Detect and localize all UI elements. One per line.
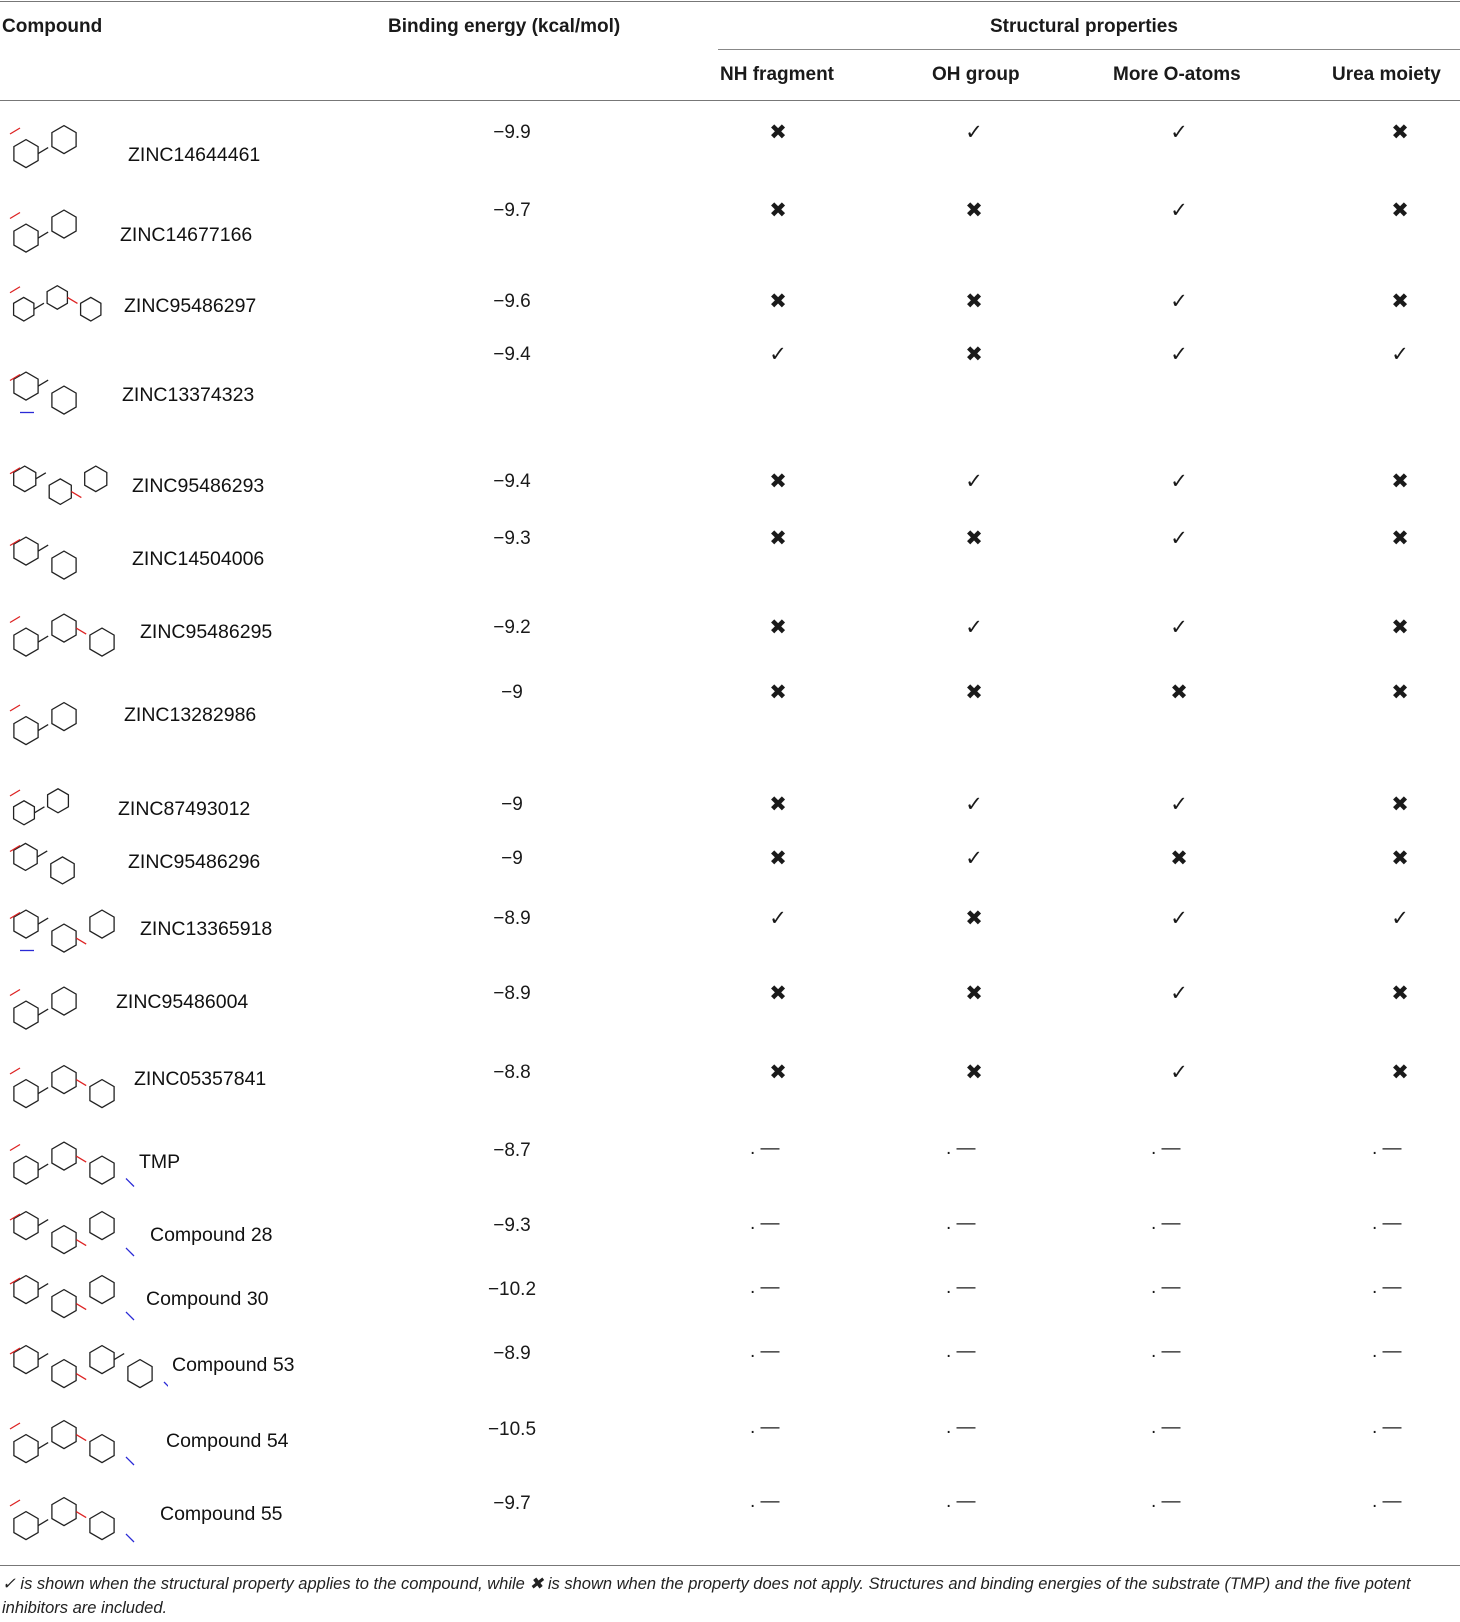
more-o-atoms-mark: ✓	[1170, 290, 1188, 313]
nh-fragment-mark: ✖	[769, 616, 787, 639]
oh-group-mark: . —	[946, 1491, 976, 1512]
molecule-structure	[6, 1269, 142, 1327]
molecule-structure	[6, 973, 112, 1046]
bottom-rule	[0, 1565, 1460, 1566]
nh-fragment-mark: ✖	[769, 121, 787, 144]
structure-image	[6, 1130, 135, 1204]
molecule-structure	[6, 607, 136, 666]
oh-group-mark: ✖	[965, 199, 983, 222]
header-oh-group: OH group	[932, 64, 1020, 85]
oh-group-mark: . —	[946, 1341, 976, 1362]
table-row	[0, 110, 1460, 188]
compound-cell	[0, 1128, 360, 1203]
header-subrule	[718, 49, 1460, 50]
binding-energy-value: −8.9	[493, 1343, 531, 1364]
molecule-structure	[6, 1130, 135, 1199]
molecule-structure	[6, 672, 120, 778]
oh-group-mark: . —	[946, 1138, 976, 1159]
more-o-atoms-mark: ✓	[1170, 1061, 1188, 1084]
oh-group-mark: ✖	[965, 907, 983, 930]
compound-name: Compound 55	[160, 1503, 283, 1525]
molecule-structure	[6, 190, 116, 275]
table-row	[0, 459, 1460, 516]
nh-fragment-mark: ✖	[769, 527, 787, 550]
urea-moiety-mark: ✖	[1391, 199, 1409, 222]
structure-image	[6, 1052, 130, 1129]
structure-image	[6, 838, 124, 897]
more-o-atoms-mark: ✓	[1170, 907, 1188, 930]
compound-name: ZINC95486004	[116, 991, 249, 1013]
nh-fragment-mark: ✖	[769, 982, 787, 1005]
compound-name: ZINC05357841	[134, 1068, 267, 1090]
table-row	[0, 332, 1460, 459]
header-binding-energy: Binding energy (kcal/mol)	[388, 16, 621, 37]
oh-group-mark: . —	[946, 1417, 976, 1438]
oh-group-mark: ✖	[965, 527, 983, 550]
structure-image	[6, 1333, 168, 1408]
compound-cell	[0, 1267, 360, 1331]
oh-group-mark: ✖	[965, 1061, 983, 1084]
oh-group-mark: ✓	[965, 793, 983, 816]
binding-energy-value: −10.2	[487, 1279, 537, 1300]
compound-name: Compound 28	[150, 1224, 273, 1246]
table-row	[0, 836, 1460, 896]
molecule-structure	[6, 1205, 146, 1263]
table-row	[0, 971, 1460, 1050]
compound-cell	[0, 896, 360, 971]
binding-energy-value: −9	[501, 848, 523, 869]
more-o-atoms-mark: ✓	[1170, 527, 1188, 550]
oh-group-mark: ✓	[965, 121, 983, 144]
structure-image	[6, 281, 120, 333]
nh-fragment-mark: ✖	[769, 290, 787, 313]
more-o-atoms-mark: ✓	[1170, 470, 1188, 493]
oh-group-mark: ✖	[965, 982, 983, 1005]
table-row	[0, 1050, 1460, 1128]
more-o-atoms-mark: . —	[1151, 1138, 1181, 1159]
oh-group-mark: ✓	[965, 470, 983, 493]
compound-name: ZINC13365918	[140, 918, 273, 940]
molecule-structure	[6, 1409, 162, 1477]
urea-moiety-mark: . —	[1372, 1341, 1402, 1362]
binding-energy-value: −8.9	[493, 908, 531, 929]
binding-energy-value: −9.6	[493, 291, 531, 312]
more-o-atoms-mark: ✓	[1170, 982, 1188, 1005]
compound-name: ZINC95486297	[124, 295, 257, 317]
urea-moiety-mark: ✓	[1391, 343, 1409, 366]
more-o-atoms-mark: . —	[1151, 1213, 1181, 1234]
table-row	[0, 188, 1460, 279]
table-row	[0, 896, 1460, 971]
nh-fragment-mark: ✖	[769, 1061, 787, 1084]
more-o-atoms-mark: ✖	[1170, 681, 1188, 704]
binding-energy-value: −9.3	[493, 1215, 531, 1236]
check-icon: ✓	[2, 1575, 16, 1593]
compound-cell	[0, 836, 360, 896]
structure-image	[6, 1483, 156, 1562]
urea-moiety-mark: ✖	[1391, 290, 1409, 313]
nh-fragment-mark: . —	[750, 1213, 780, 1234]
urea-moiety-mark: ✖	[1391, 527, 1409, 550]
header-nh-fragment: NH fragment	[720, 64, 835, 85]
compound-cell	[0, 605, 360, 670]
top-rule	[0, 1, 1460, 2]
molecule-structure	[6, 838, 124, 892]
urea-moiety-mark: ✖	[1391, 470, 1409, 493]
molecule-structure	[6, 784, 114, 832]
structure-image	[6, 1409, 162, 1482]
structure-image	[6, 1269, 142, 1332]
compound-name: Compound 53	[172, 1354, 295, 1376]
oh-group-mark: ✖	[965, 343, 983, 366]
table-row	[0, 1203, 1460, 1267]
compound-cell	[0, 670, 360, 782]
footnote-text-2: is shown when the property does not apply. Structures and binding energies of the substrate (TMP) and the five potent inhibitors are included.	[2, 1575, 1411, 1617]
compound-name: ZINC95486296	[128, 851, 261, 873]
molecule-structure	[6, 1333, 168, 1403]
nh-fragment-mark: ✖	[769, 199, 787, 222]
table-footnote	[2, 1572, 1452, 1620]
compound-cell	[0, 1331, 360, 1407]
more-o-atoms-mark: ✓	[1170, 199, 1188, 222]
structure-image	[6, 112, 124, 189]
binding-energy-value: −8.9	[493, 983, 531, 1004]
binding-energy-value: −9.2	[493, 617, 531, 638]
nh-fragment-mark: ✖	[769, 470, 787, 493]
compound-name: ZINC14677166	[120, 224, 253, 246]
compound-name: ZINC14644461	[128, 144, 261, 166]
urea-moiety-mark: ✖	[1391, 681, 1409, 704]
compound-name: ZINC14504006	[132, 548, 265, 570]
structure-image	[6, 1205, 146, 1268]
compound-name: ZINC95486295	[140, 621, 273, 643]
urea-moiety-mark: ✖	[1391, 982, 1409, 1005]
urea-moiety-mark: ✖	[1391, 847, 1409, 870]
compound-cell	[0, 1050, 360, 1128]
compound-cell	[0, 332, 360, 459]
more-o-atoms-mark: ✓	[1170, 343, 1188, 366]
oh-group-mark: ✓	[965, 616, 983, 639]
structure-image	[6, 898, 136, 972]
compound-name: ZINC87493012	[118, 798, 251, 820]
table-row	[0, 1331, 1460, 1407]
compound-name: TMP	[139, 1151, 181, 1173]
table-row	[0, 279, 1460, 332]
compound-name: Compound 30	[146, 1288, 269, 1310]
binding-energy-value: −9.7	[493, 200, 531, 221]
compound-cell	[0, 971, 360, 1050]
structure-image	[6, 784, 114, 837]
urea-moiety-mark: ✖	[1391, 616, 1409, 639]
urea-moiety-mark: ✖	[1391, 121, 1409, 144]
urea-moiety-mark: . —	[1372, 1138, 1402, 1159]
cross-icon: ✖	[529, 1575, 544, 1593]
table-row	[0, 1267, 1460, 1331]
structure-image	[6, 518, 128, 606]
nh-fragment-mark: . —	[750, 1341, 780, 1362]
structure-image	[6, 190, 116, 280]
urea-moiety-mark: . —	[1372, 1417, 1402, 1438]
compound-cell	[0, 110, 360, 188]
nh-fragment-mark: ✖	[769, 681, 787, 704]
compound-cell	[0, 188, 360, 279]
oh-group-mark: ✓	[965, 847, 983, 870]
more-o-atoms-mark: ✓	[1170, 616, 1188, 639]
table-row	[0, 516, 1460, 605]
molecule-structure	[6, 281, 120, 328]
binding-energy-value: −9.3	[493, 528, 531, 549]
table-row	[0, 782, 1460, 836]
nh-fragment-mark: ✖	[769, 847, 787, 870]
urea-moiety-mark: . —	[1372, 1491, 1402, 1512]
more-o-atoms-mark: ✓	[1170, 121, 1188, 144]
compound-cell	[0, 1407, 360, 1481]
more-o-atoms-mark: ✖	[1170, 847, 1188, 870]
table-row	[0, 605, 1460, 670]
header-rule	[0, 100, 1460, 101]
compound-name: Compound 54	[166, 1430, 289, 1452]
table-row	[0, 1481, 1460, 1561]
molecule-structure	[6, 1052, 130, 1124]
header-compound: Compound	[2, 16, 103, 37]
table-row	[0, 1128, 1460, 1203]
nh-fragment-mark: . —	[750, 1138, 780, 1159]
compound-name: ZINC13282986	[124, 704, 257, 726]
compound-cell	[0, 1481, 360, 1561]
oh-group-mark: . —	[946, 1213, 976, 1234]
nh-fragment-mark: . —	[750, 1491, 780, 1512]
table-row	[0, 1407, 1460, 1481]
more-o-atoms-mark: . —	[1151, 1417, 1181, 1438]
nh-fragment-mark: ✖	[769, 793, 787, 816]
molecule-structure	[6, 112, 124, 184]
molecule-structure	[6, 518, 128, 601]
structure-image	[6, 672, 120, 783]
footnote-text-1: is shown when the structural property applies to the compound, while	[15, 1575, 530, 1593]
molecule-structure	[6, 898, 136, 967]
binding-energy-value: −9.9	[493, 122, 531, 143]
table-row	[0, 670, 1460, 782]
header-structural-properties: Structural properties	[990, 16, 1178, 37]
header-more-o-atoms: More O-atoms	[1113, 64, 1241, 85]
binding-energy-value: −9.4	[493, 471, 531, 492]
nh-fragment-mark: . —	[750, 1417, 780, 1438]
binding-energy-value: −9.4	[493, 344, 531, 365]
binding-energy-value: −8.8	[493, 1062, 531, 1083]
molecule-structure	[6, 334, 118, 455]
compound-name: ZINC13374323	[122, 384, 255, 406]
compound-cell	[0, 1203, 360, 1267]
binding-energy-value: −9	[501, 794, 523, 815]
molecule-structure	[6, 461, 128, 512]
compound-cell	[0, 459, 360, 516]
compound-name: ZINC95486293	[132, 475, 265, 497]
binding-energy-value: −9.7	[493, 1493, 531, 1514]
urea-moiety-mark: ✓	[1391, 907, 1409, 930]
compound-cell	[0, 516, 360, 605]
structure-image	[6, 973, 112, 1051]
binding-energy-value: −10.5	[487, 1419, 537, 1440]
nh-fragment-mark: ✓	[769, 343, 787, 366]
oh-group-mark: ✖	[965, 290, 983, 313]
structure-image	[6, 461, 128, 517]
structure-image	[6, 607, 136, 671]
urea-moiety-mark: . —	[1372, 1277, 1402, 1298]
header-urea-moiety: Urea moiety	[1332, 64, 1441, 85]
urea-moiety-mark: ✖	[1391, 793, 1409, 816]
oh-group-mark: . —	[946, 1277, 976, 1298]
binding-energy-value: −9	[501, 682, 523, 703]
compound-cell	[0, 279, 360, 332]
urea-moiety-mark: ✖	[1391, 1061, 1409, 1084]
structure-image	[6, 334, 118, 460]
binding-energy-value: −8.7	[493, 1140, 531, 1161]
more-o-atoms-mark: . —	[1151, 1491, 1181, 1512]
more-o-atoms-mark: . —	[1151, 1341, 1181, 1362]
urea-moiety-mark: . —	[1372, 1213, 1402, 1234]
molecule-structure	[6, 1483, 156, 1557]
compound-cell	[0, 782, 360, 836]
oh-group-mark: ✖	[965, 681, 983, 704]
nh-fragment-mark: . —	[750, 1277, 780, 1298]
more-o-atoms-mark: . —	[1151, 1277, 1181, 1298]
nh-fragment-mark: ✓	[769, 907, 787, 930]
more-o-atoms-mark: ✓	[1170, 793, 1188, 816]
